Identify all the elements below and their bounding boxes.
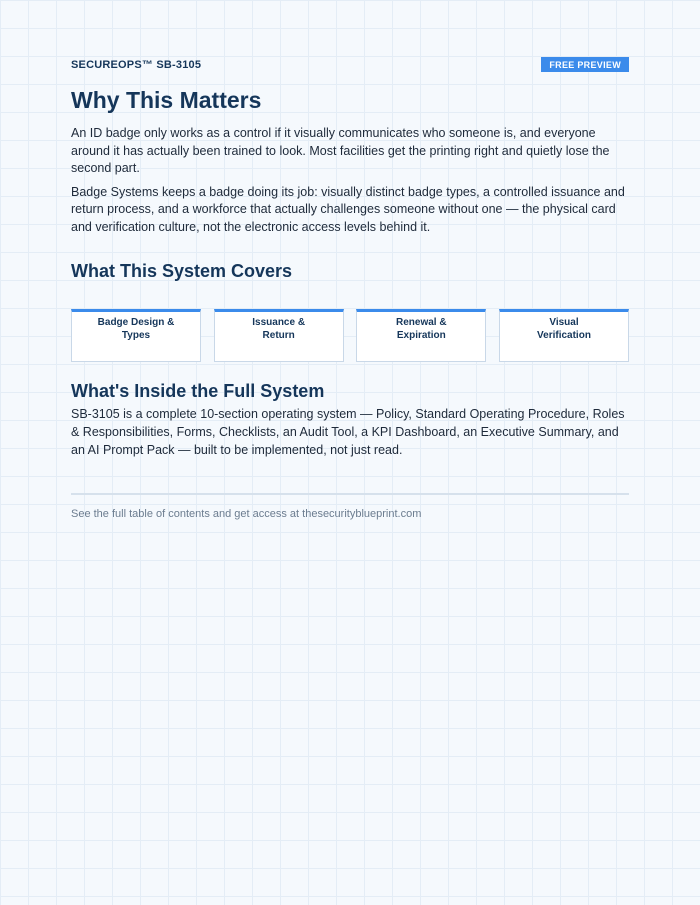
- intro-paragraph-2: Badge Systems keeps a badge doing its job: visually distinct badge types, a controlled issuance and return process, and a workforce that actually challenges someone without one — the physical card and verification culture, not the electronic access levels behind it.: [71, 184, 625, 234]
- inside-section-title: What's Inside the Full System: [71, 381, 325, 401]
- free-preview-badge: FREE PREVIEW: [541, 57, 629, 72]
- intro-paragraph-1: An ID badge only works as a control if it visually communicates who someone is, and everyone around it has actually been trained to look. Most facilities get the printing right and quietly lose the second part.: [71, 126, 610, 175]
- page-title: Why This Matters: [71, 87, 262, 113]
- covers-section-title: What This System Covers: [71, 261, 293, 281]
- coverage-card-issuance-return: Issuance & Return: [214, 309, 344, 362]
- coverage-card-visual-verification: Visual Verification: [499, 309, 629, 362]
- footer-divider: [71, 493, 629, 495]
- document-code: SECUREOPS™ SB-3105: [71, 58, 202, 71]
- document-page: [71, 0, 629, 522]
- document-header: [71, 56, 629, 73]
- coverage-cards: [71, 309, 629, 362]
- coverage-card-badge-design: Badge Design & Types: [71, 309, 201, 362]
- footer-access-note: See the full table of contents and get access at thesecurityblueprint.com: [71, 508, 422, 520]
- coverage-card-renewal-expiration: Renewal & Expiration: [356, 309, 486, 362]
- inside-description: SB-3105 is a complete 10-section operating system — Policy, Standard Operating Procedure, Roles & Responsibilities, Forms, Checklists, an Audit Tool, a KPI Dashboard, an Executive Summary, and an AI Prompt Pack — built to be implemented, not just read.: [71, 407, 625, 457]
